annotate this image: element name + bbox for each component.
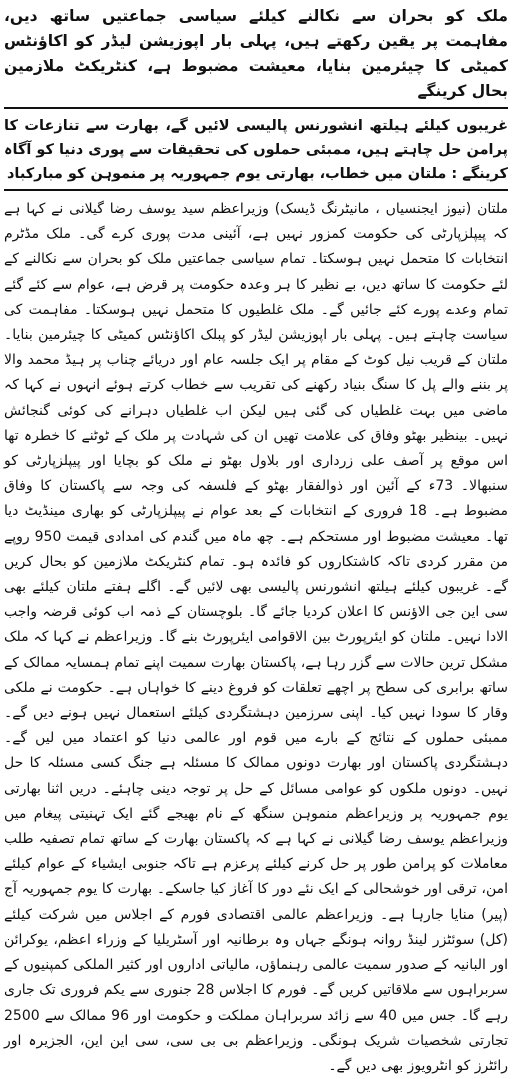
headline: ملک کو بحران سے نکالنے کیلئے سیاسی جماعتیں ساتھ دیں، مفاہمت پر یقین رکھتے ہیں، پہلی بار اپوزیشن لیڈر کو اکاؤنٹس کمیٹی کا چیئرمین بنایا، معیشت مضبوط ہے، کنٹریکٹ ملازمین بحال کرینگے xyxy=(4,7,508,100)
subheadline: غریبوں کیلئے ہیلتھ انشورنس پالیسی لائیں گے، بھارت سے تنازعات کا پرامن حل چاہتے ہیں، ممبئی حملوں کی تحقیقات سے پوری دنیا کو آگاہ کرینگے : ملتان میں خطاب، بھارتی یوم جمہوریہ پر منموہن کو مبارکباد xyxy=(4,118,508,182)
subheadline-divider xyxy=(4,189,508,191)
headline-divider xyxy=(4,107,508,109)
article-body: ملتان (نیوز ایجنسیاں ، مانیٹرنگ ڈیسک) وزیراعظم سید یوسف رضا گیلانی نے کہا ہے کہ پیپلزپارٹی کی حکومت کمزور نہیں ہے، آئینی مدت پوری کرے گی۔ ملک مڈٹرم انتخابات کا متحمل نہیں ہوسکتا۔ تمام سیاسی جماعتیں ملک کو بحران سے نکالنے کے لئے حکومت کا ساتھ دیں، بے نظیر کا ہر وعدہ حکومت پر قرض ہے، عوام سے کئے گئے تمام وعدے پورے کئے جائیں گے۔ ملک غلطیوں کا متحمل نہیں ہوسکتا۔ مفاہمت کی سیاست چاہتے ہیں۔ پہلی بار اپوزیشن لیڈر کو پبلک اکاؤنٹس کمیٹی کا چیئرمین بنایا۔ ملتان کے قریب نیل کوٹ کے مقام پر ایک جلسہ عام اور دریائے چناب پر ہیڈ محمد والا پر بننے والے پل کا سنگ بنیاد رکھنے کی تقریب سے خطاب کرتے ہوئے انہوں نے کہا کہ ماضی میں بہت غلطیاں کی گئی ہیں لیکن اب غلطیاں دہرانے کی کوئی گنجائش نہیں۔ بینظیر بھٹو وفاق کی علامت تھیں ان کی شہادت پر ملک کے ٹوٹنے کا خطرہ تھا اس موقع پر آصف علی زرداری اور بلاول بھٹو نے ملک کو بچایا اور پیپلزپارٹی کو سنبھالا۔ 73ء کے آئین اور ذوالفقار بھٹو کے فلسفہ کی وجہ سے پاکستان کا وفاق مضبوط ہے۔ 18 فروری کے انتخابات کے بعد عوام نے پیپلزپارٹی کو بھاری مینڈیٹ دیا تھا۔ معیشت مضبوط اور مستحکم ہے۔ چھ ماہ میں گندم کی امدادی قیمت 950 روپے من مقرر کردی تاکہ کاشتکاروں کو فائدہ ہو۔ تمام کنٹریکٹ ملازمین کو بحال کریں گے۔ غریبوں کیلئے ہیلتھ انشورنس پالیسی بھی لائیں گے۔ اگلے ہفتے ملتان کیلئے بھی سی این جی الاؤنس کا اعلان کردیا جائے گا۔ بلوچستان کے ذمہ اب کوئی قرضہ واجب الادا نہیں۔ ملتان کو ایئرپورٹ بین الاقوامی ایئرپورٹ بنے گا۔ وزیراعظم نے کہا کہ ملک مشکل ترین حالات سے گزر رہا ہے، پاکستان بھارت سمیت اپنے تمام ہمسایہ ممالک کے ساتھ برابری کی سطح پر اچھے تعلقات کو فروغ دینے کا خواہاں ہے۔ حکومت نے ملکی وقار کا سودا نہیں کیا۔ اپنی سرزمین دہشتگردی کیلئے استعمال نہیں ہونے دیں گے۔ ممبئی حملوں کے نتائج کے بارے میں قوم اور عالمی دنیا کو اعتماد میں لیں گے۔ دہشتگردی پاکستان اور بھارت دونوں ممالک کا مسئلہ ہے جنگ کسی مسئلہ کا حل نہیں۔ دونوں ملکوں کو عوامی مسائل کے حل پر توجہ دینی چاہئے۔ دریں اثنا بھارتی یوم جمہوریہ پر وزیراعظم منموہن سنگھ کے نام بھیجے گئے ایک تہنیتی پیغام میں وزیراعظم یوسف رضا گیلانی نے کہا ہے کہ پاکستان بھارت کے ساتھ تمام تصفیہ طلب معاملات کو پرامن طور پر حل کرنے کیلئے پرعزم ہے تاکہ جنوبی ایشیاء کے عوام کیلئے امن، ترقی اور خوشحالی کے ایک نئے دور کا آغاز کیا جاسکے۔ بھارت کا یوم جمہوریہ آج (پیر) منایا جارہا ہے۔ وزیراعظم عالمی اقتصادی فورم کے اجلاس میں شرکت کیلئے (کل) سوئٹزر لینڈ روانہ ہونگے جہاں وہ برطانیہ اور آسٹریلیا کے وزراء اعظم، یوکرائن اور البانیہ کے صدور سمیت عالمی رہنماؤں، مالیاتی اداروں اور کثیر الملکی کمپنیوں کے سربراہوں سے ملاقاتیں کریں گے۔ فورم کا اجلاس 28 جنوری سے یکم فروری تک جاری رہے گا۔ جس میں 40 سے زائد سربراہان مملکت و حکومت اور 96 ممالک سے 2500 تجارتی شخصیات شریک ہونگی۔ وزیراعظم بی بی سی، سی این این، الجزیرہ اور رائٹرز کو انٹرویوز بھی دیں گے۔ xyxy=(4,201,508,1074)
